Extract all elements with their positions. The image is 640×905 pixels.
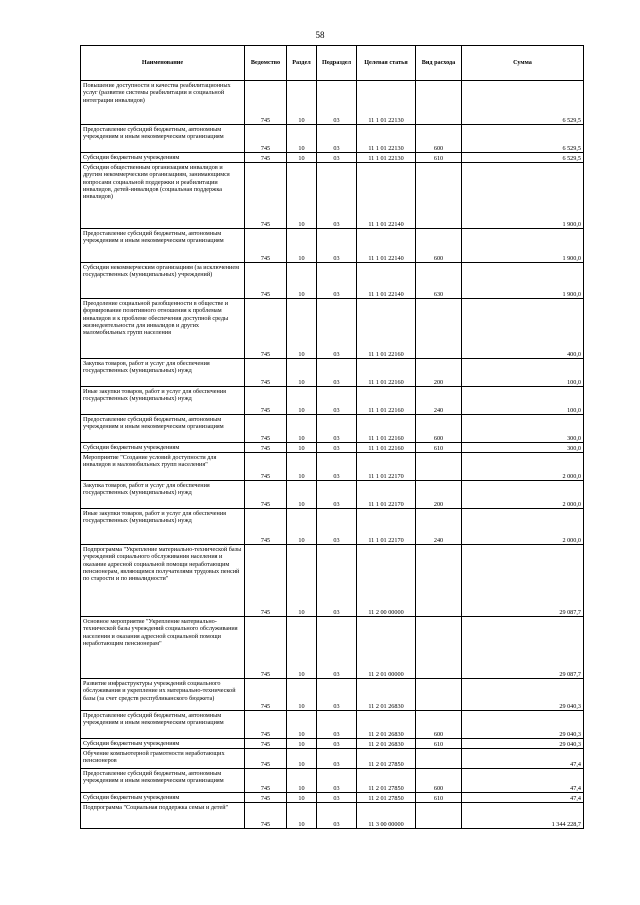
cell-amount: 1 344 228,7 [462, 803, 584, 829]
cell-amount: 6 529,5 [462, 125, 584, 153]
cell-section: 10 [287, 125, 317, 153]
cell-target-item: 11 1 01 22140 [357, 163, 416, 229]
cell-name: Основное мероприятие "Укрепление материально-технической базы учреждений социального обслуживания населения и оказания адресной социальной помощи неработающим пенсионерам" [81, 617, 245, 679]
cell-expense-type: 610 [416, 793, 462, 803]
table-row [81, 739, 584, 749]
cell-section: 10 [287, 711, 317, 739]
cell-subsection: 03 [317, 679, 357, 711]
cell-expense-type: 200 [416, 359, 462, 387]
cell-expense-type: 240 [416, 387, 462, 415]
cell-subsection: 03 [317, 803, 357, 829]
cell-department: 745 [245, 415, 287, 443]
table-row [81, 263, 584, 299]
cell-amount: 29 040,3 [462, 739, 584, 749]
cell-expense-type: 600 [416, 711, 462, 739]
cell-subsection: 03 [317, 617, 357, 679]
table-row [81, 545, 584, 617]
cell-section: 10 [287, 769, 317, 793]
cell-amount: 29 040,3 [462, 679, 584, 711]
cell-subsection: 03 [317, 453, 357, 481]
cell-subsection: 03 [317, 163, 357, 229]
cell-department: 745 [245, 545, 287, 617]
table-row [81, 803, 584, 829]
cell-subsection: 03 [317, 769, 357, 793]
cell-subsection: 03 [317, 125, 357, 153]
cell-expense-type: 630 [416, 263, 462, 299]
cell-target-item: 11 1 01 22130 [357, 153, 416, 163]
table-row [81, 299, 584, 359]
cell-amount: 2 000,0 [462, 509, 584, 545]
cell-section: 10 [287, 545, 317, 617]
cell-name: Подпрограмма "Укрепление материально-технической базы учреждений социального обслуживания населения и оказание адресной социальной помощи неработающим пенсионерам, являющимся получателями трудовых пенсий по старости и по инвалидности" [81, 545, 245, 617]
cell-section: 10 [287, 163, 317, 229]
cell-target-item: 11 2 01 26830 [357, 679, 416, 711]
cell-section: 10 [287, 299, 317, 359]
cell-subsection: 03 [317, 359, 357, 387]
cell-target-item: 11 2 01 27850 [357, 749, 416, 769]
cell-section: 10 [287, 793, 317, 803]
cell-target-item: 11 2 01 27850 [357, 769, 416, 793]
cell-expense-type: 600 [416, 769, 462, 793]
cell-target-item: 11 1 01 22140 [357, 263, 416, 299]
cell-expense-type [416, 163, 462, 229]
cell-target-item: 11 2 00 00000 [357, 545, 416, 617]
cell-target-item: 11 1 01 22160 [357, 443, 416, 453]
header-expense-type: Вид расхода [416, 46, 462, 81]
cell-department: 745 [245, 481, 287, 509]
cell-amount: 1 900,0 [462, 263, 584, 299]
budget-table [80, 45, 584, 829]
cell-department: 745 [245, 769, 287, 793]
cell-section: 10 [287, 617, 317, 679]
cell-target-item: 11 1 01 22170 [357, 453, 416, 481]
cell-department: 745 [245, 299, 287, 359]
table-row [81, 163, 584, 229]
cell-department: 745 [245, 81, 287, 125]
cell-name: Повышение доступности и качества реабилитационных услуг (развитие системы реабилитации и социальной интеграции инвалидов) [81, 81, 245, 125]
cell-name: Преодоление социальной разобщенности в обществе и формирование позитивного отношения к проблемам инвалидов и к проблеме обеспечения доступной среды жизнедеятельности для инвалидов и других маломобильных групп населения [81, 299, 245, 359]
cell-amount: 2 000,0 [462, 453, 584, 481]
cell-name: Субсидии некоммерческим организациям (за исключением государственных (муниципальных) учреждений) [81, 263, 245, 299]
cell-name: Субсидии бюджетным учреждениям [81, 739, 245, 749]
cell-department: 745 [245, 359, 287, 387]
cell-department: 745 [245, 443, 287, 453]
cell-expense-type [416, 453, 462, 481]
cell-expense-type [416, 81, 462, 125]
cell-amount: 1 900,0 [462, 163, 584, 229]
cell-expense-type [416, 679, 462, 711]
cell-name: Субсидии бюджетным учреждениям [81, 793, 245, 803]
cell-amount: 400,0 [462, 299, 584, 359]
cell-section: 10 [287, 359, 317, 387]
cell-expense-type: 600 [416, 125, 462, 153]
cell-name: Предоставление субсидий бюджетным, автономным учреждениям и иным некоммерческим организациям [81, 125, 245, 153]
table-row [81, 453, 584, 481]
page-number: 58 [315, 30, 325, 40]
cell-expense-type: 600 [416, 415, 462, 443]
cell-amount: 47,4 [462, 793, 584, 803]
cell-name: Иные закупки товаров, работ и услуг для обеспечения государственных (муниципальных) нужд [81, 387, 245, 415]
cell-target-item: 11 2 01 00000 [357, 617, 416, 679]
cell-subsection: 03 [317, 711, 357, 739]
table-row [81, 359, 584, 387]
cell-section: 10 [287, 387, 317, 415]
cell-subsection: 03 [317, 749, 357, 769]
cell-section: 10 [287, 81, 317, 125]
cell-name: Подпрограмма "Социальная поддержка семьи и детей" [81, 803, 245, 829]
cell-name: Закупка товаров, работ и услуг для обеспечения государственных (муниципальных) нужд [81, 359, 245, 387]
cell-target-item: 11 2 01 27850 [357, 793, 416, 803]
cell-expense-type: 240 [416, 509, 462, 545]
cell-section: 10 [287, 415, 317, 443]
cell-name: Закупка товаров, работ и услуг для обеспечения государственных (муниципальных) нужд [81, 481, 245, 509]
cell-expense-type [416, 299, 462, 359]
table-body [81, 81, 584, 829]
table-row [81, 229, 584, 263]
cell-section: 10 [287, 453, 317, 481]
table-row [81, 711, 584, 739]
header-name: Наименование [81, 46, 245, 81]
cell-subsection: 03 [317, 739, 357, 749]
cell-name: Предоставление субсидий бюджетным, автономным учреждениям и иным некоммерческим организациям [81, 229, 245, 263]
cell-subsection: 03 [317, 443, 357, 453]
table-row [81, 793, 584, 803]
cell-section: 10 [287, 739, 317, 749]
cell-subsection: 03 [317, 793, 357, 803]
cell-department: 745 [245, 163, 287, 229]
cell-expense-type: 610 [416, 739, 462, 749]
cell-section: 10 [287, 443, 317, 453]
cell-amount: 47,4 [462, 749, 584, 769]
cell-name: Мероприятие "Создание условий доступности для инвалидов и маломобильных групп населения" [81, 453, 245, 481]
cell-name: Субсидии бюджетным учреждениям [81, 443, 245, 453]
cell-department: 745 [245, 387, 287, 415]
cell-section: 10 [287, 803, 317, 829]
cell-subsection: 03 [317, 545, 357, 617]
table-row [81, 509, 584, 545]
header-section: Раздел [287, 46, 317, 81]
table-row [81, 679, 584, 711]
table-row [81, 749, 584, 769]
table-row [81, 153, 584, 163]
cell-expense-type: 600 [416, 229, 462, 263]
cell-section: 10 [287, 509, 317, 545]
cell-amount: 1 900,0 [462, 229, 584, 263]
cell-expense-type [416, 803, 462, 829]
cell-target-item: 11 1 01 22160 [357, 415, 416, 443]
cell-expense-type: 610 [416, 443, 462, 453]
cell-section: 10 [287, 749, 317, 769]
table-row [81, 481, 584, 509]
cell-name: Предоставление субсидий бюджетным, автономным учреждениям и иным некоммерческим организациям [81, 415, 245, 443]
table-row [81, 415, 584, 443]
header-subsection: Подраздел [317, 46, 357, 81]
cell-department: 745 [245, 711, 287, 739]
cell-name: Иные закупки товаров, работ и услуг для обеспечения государственных (муниципальных) нужд [81, 509, 245, 545]
cell-target-item: 11 1 01 22130 [357, 81, 416, 125]
table-row [81, 769, 584, 793]
cell-amount: 6 529,5 [462, 81, 584, 125]
cell-target-item: 11 2 01 26830 [357, 739, 416, 749]
cell-department: 745 [245, 509, 287, 545]
cell-subsection: 03 [317, 229, 357, 263]
cell-target-item: 11 1 01 22140 [357, 229, 416, 263]
cell-amount: 29 040,3 [462, 711, 584, 739]
cell-amount: 29 087,7 [462, 617, 584, 679]
cell-target-item: 11 1 01 22160 [357, 299, 416, 359]
cell-department: 745 [245, 803, 287, 829]
cell-subsection: 03 [317, 263, 357, 299]
table-header-row [81, 46, 584, 81]
cell-amount: 29 087,7 [462, 545, 584, 617]
cell-amount: 100,0 [462, 387, 584, 415]
cell-section: 10 [287, 153, 317, 163]
cell-amount: 6 529,5 [462, 153, 584, 163]
cell-name: Предоставление субсидий бюджетным, автономным учреждениям и иным некоммерческим организациям [81, 711, 245, 739]
header-department: Ведомство [245, 46, 287, 81]
cell-department: 745 [245, 679, 287, 711]
cell-amount: 47,4 [462, 769, 584, 793]
table-row [81, 443, 584, 453]
cell-target-item: 11 1 01 22160 [357, 387, 416, 415]
cell-target-item: 11 1 01 22130 [357, 125, 416, 153]
cell-department: 745 [245, 749, 287, 769]
cell-name: Субсидии бюджетным учреждениям [81, 153, 245, 163]
cell-name: Предоставление субсидий бюджетным, автономным учреждениям и иным некоммерческим организациям [81, 769, 245, 793]
table-row [81, 125, 584, 153]
cell-subsection: 03 [317, 299, 357, 359]
cell-expense-type [416, 545, 462, 617]
cell-amount: 300,0 [462, 415, 584, 443]
cell-name: Развитие инфраструктуры учреждений социального обслуживания и укрепление их материально-технической базы (за счет средств республиканского бюджета) [81, 679, 245, 711]
header-target-item: Целевая статья [357, 46, 416, 81]
table-row [81, 387, 584, 415]
cell-subsection: 03 [317, 153, 357, 163]
cell-name: Обучение компьютерной грамотности неработающих пенсионеров [81, 749, 245, 769]
cell-department: 745 [245, 263, 287, 299]
cell-target-item: 11 2 01 26830 [357, 711, 416, 739]
header-amount: Сумма [462, 46, 584, 81]
cell-expense-type [416, 749, 462, 769]
table-row [81, 617, 584, 679]
cell-target-item: 11 1 01 22170 [357, 509, 416, 545]
cell-section: 10 [287, 679, 317, 711]
cell-department: 745 [245, 453, 287, 481]
cell-department: 745 [245, 153, 287, 163]
cell-amount: 2 000,0 [462, 481, 584, 509]
cell-section: 10 [287, 481, 317, 509]
cell-subsection: 03 [317, 387, 357, 415]
cell-target-item: 11 3 00 00000 [357, 803, 416, 829]
cell-subsection: 03 [317, 415, 357, 443]
cell-expense-type: 610 [416, 153, 462, 163]
cell-name: Субсидии общественным организациям инвалидов и другим некоммерческим организациям, занимающимся вопросами социальной поддержки и реабилитации инвалидов, детей-инвалидов (социальная поддержка инвалидов) [81, 163, 245, 229]
cell-target-item: 11 1 01 22170 [357, 481, 416, 509]
cell-section: 10 [287, 263, 317, 299]
cell-department: 745 [245, 617, 287, 679]
cell-expense-type: 200 [416, 481, 462, 509]
cell-department: 745 [245, 125, 287, 153]
table-row [81, 81, 584, 125]
cell-section: 10 [287, 229, 317, 263]
cell-amount: 300,0 [462, 443, 584, 453]
cell-target-item: 11 1 01 22160 [357, 359, 416, 387]
cell-department: 745 [245, 229, 287, 263]
cell-department: 745 [245, 793, 287, 803]
cell-department: 745 [245, 739, 287, 749]
cell-subsection: 03 [317, 509, 357, 545]
cell-expense-type [416, 617, 462, 679]
cell-subsection: 03 [317, 81, 357, 125]
cell-amount: 100,0 [462, 359, 584, 387]
cell-subsection: 03 [317, 481, 357, 509]
